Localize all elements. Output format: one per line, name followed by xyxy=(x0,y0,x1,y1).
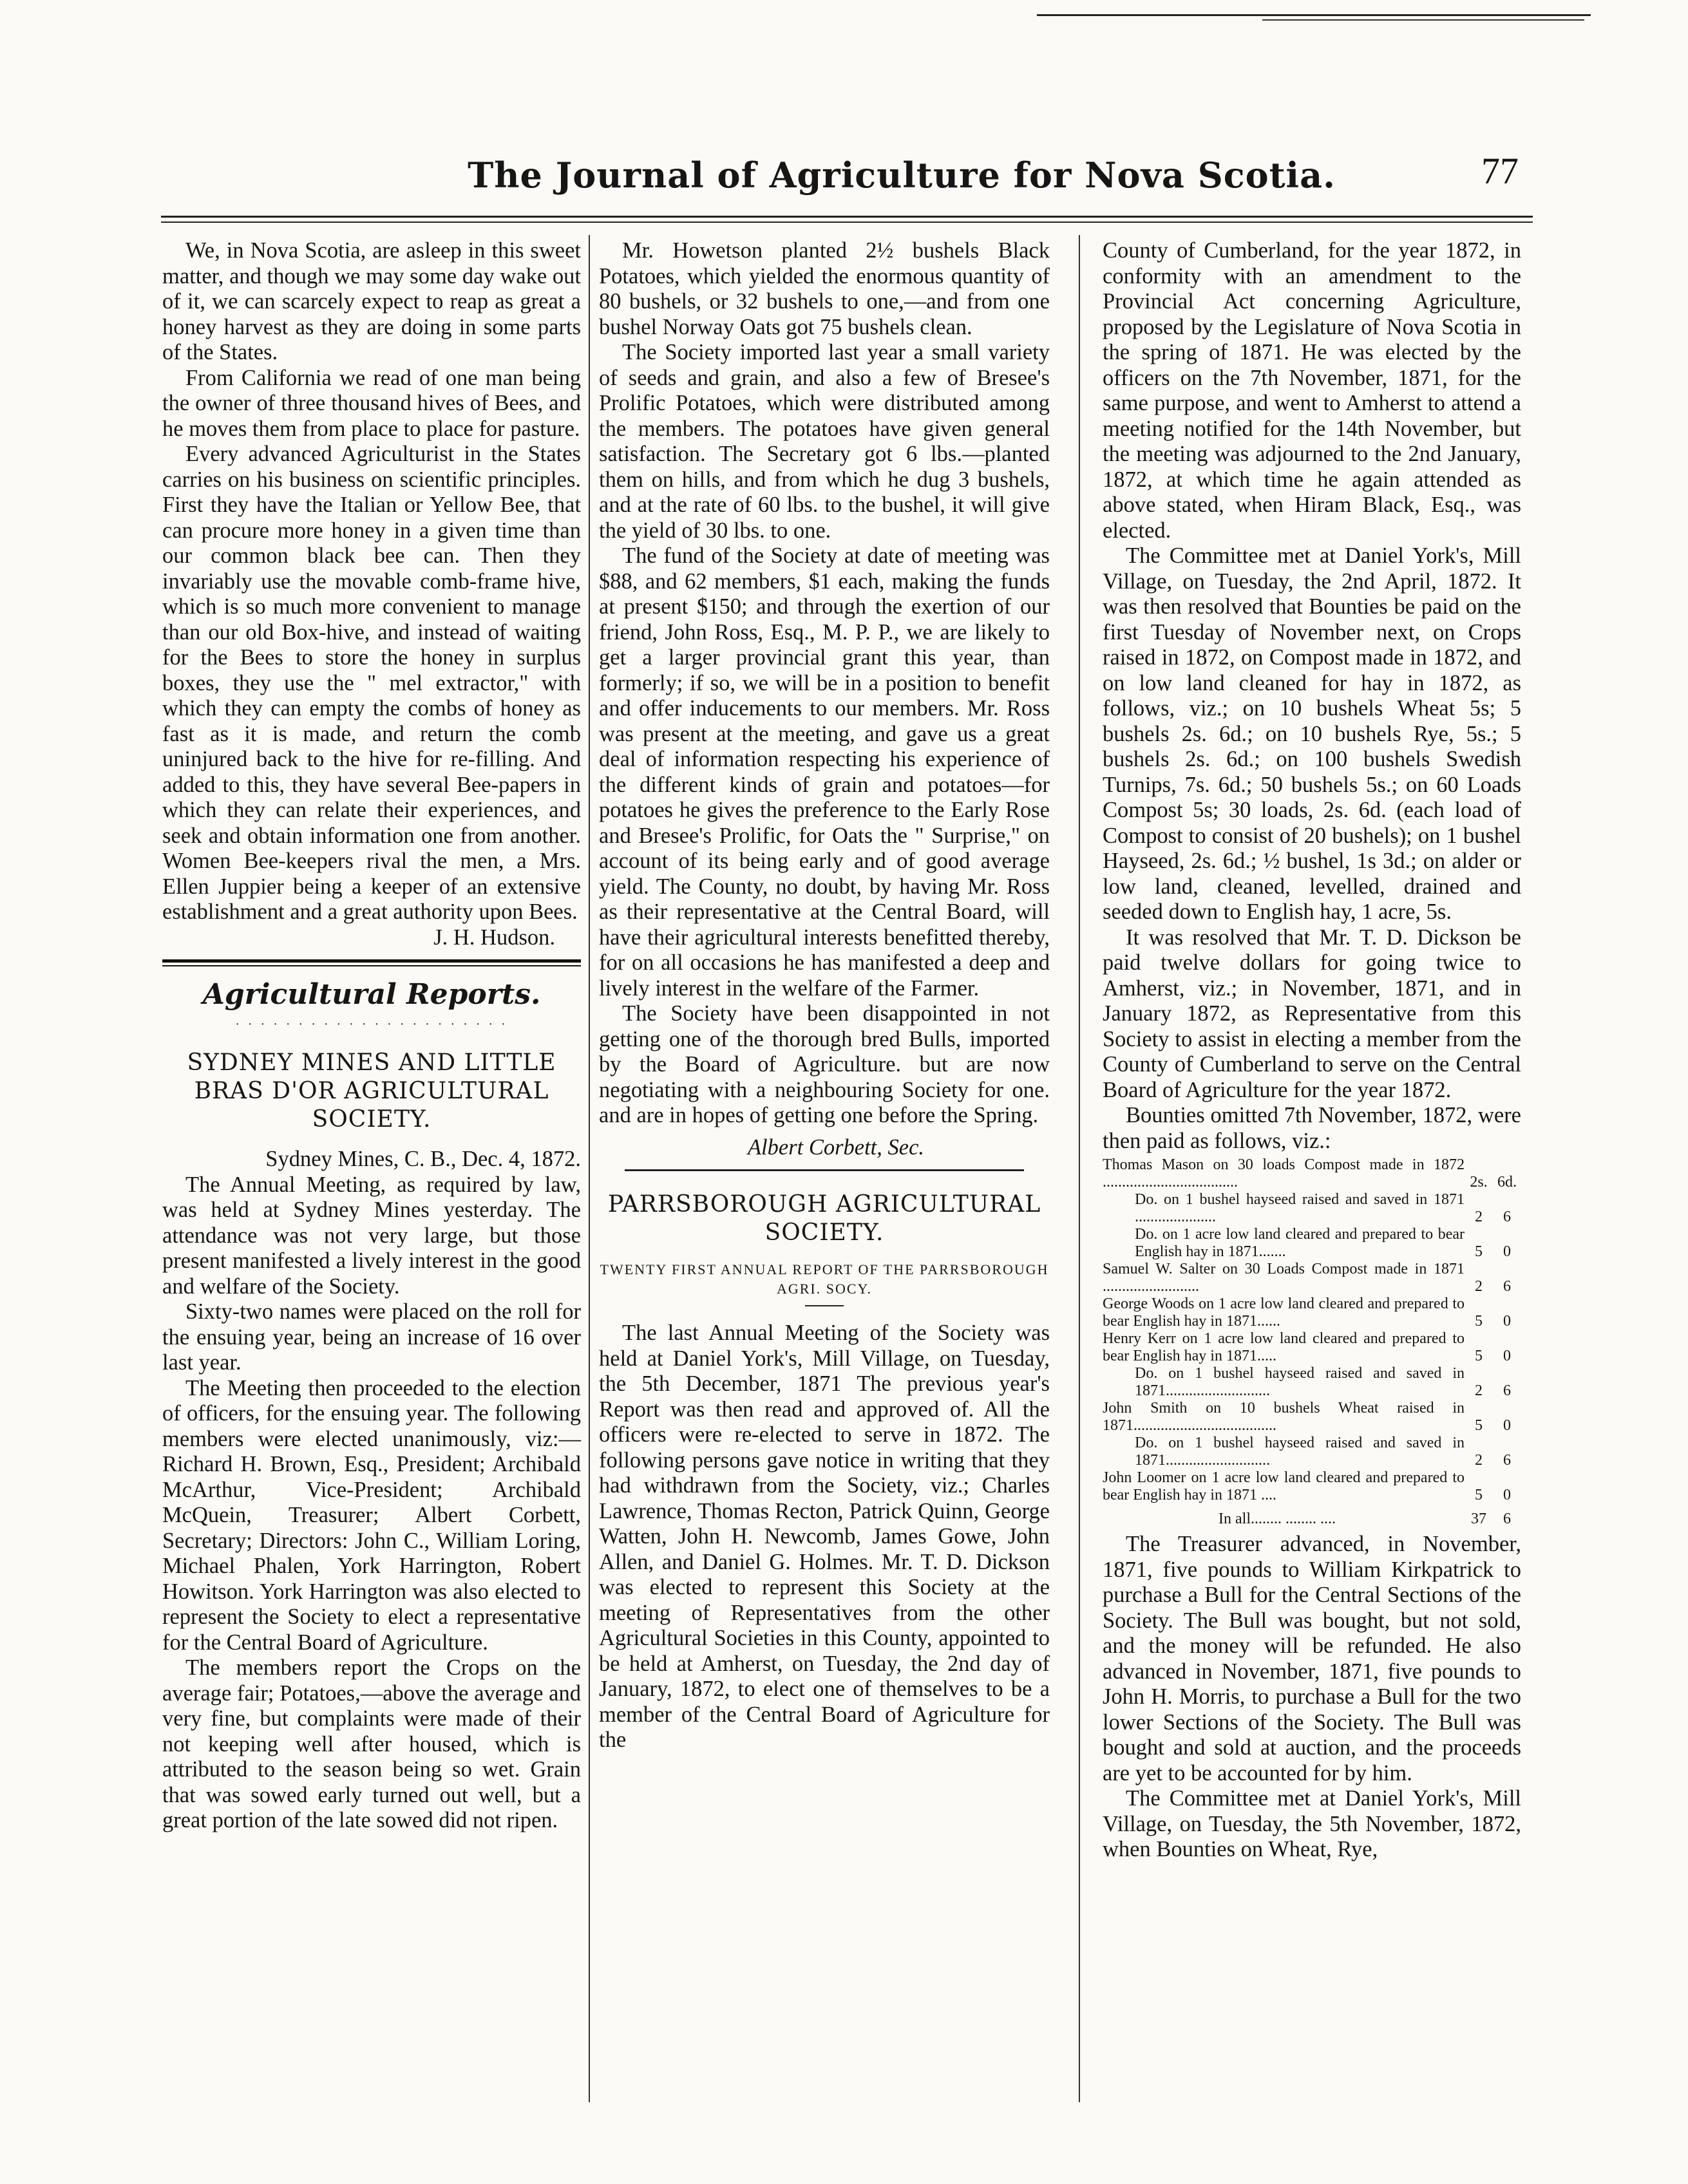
bounty-pence: 6 xyxy=(1503,1452,1511,1469)
bounty-shillings: 5 xyxy=(1475,1243,1483,1260)
table-row xyxy=(1103,1226,1521,1261)
bounty-text: Do. on 1 bushel hayseed raised and saved in 1871........................... xyxy=(1135,1435,1465,1469)
bounty-text: Do. on 1 bushel hayseed raised and saved in 1871 ..................... xyxy=(1135,1191,1465,1225)
bounty-shillings: 2 xyxy=(1475,1382,1483,1399)
section-title: Agricultural Reports. xyxy=(202,978,541,1011)
section-rule-thin xyxy=(162,965,581,966)
top-rule xyxy=(1037,14,1591,16)
bounty-text: Samuel W. Salter on 30 Loads Compost made in 1871 ......................... xyxy=(1103,1261,1465,1295)
dateline: Sydney Mines, C. B., Dec. 4, 1872. xyxy=(265,1147,581,1171)
separator-dash xyxy=(805,1305,844,1306)
running-title: The Journal of Agriculture for Nova Scotia. xyxy=(468,155,1336,196)
bounty-text: Henry Kerr on 1 acre low land cleared and prepared to bear English hay in 1871..... xyxy=(1103,1330,1465,1364)
paragraph: The Treasurer advanced, in November, 1871, five pounds to William Kirkpatrick to purchase a Bull for the Central Sections of the Society. The Bull was bought, but not sold, and the money will be refunded. He also advanced in November, 1871, five pounds to John H. Morris, to purchase a Bull for the two lower Sections of the Society. The Bull was bought and sold at auction, and the proceeds are yet to be accounted for by him. xyxy=(1103,1532,1521,1785)
paragraph: The Committee met at Daniel York's, Mill Village, on Tuesday, the 5th November, 1872, when Bounties on Wheat, Rye, xyxy=(1103,1786,1521,1861)
section-rule xyxy=(162,959,581,963)
column-divider-2 xyxy=(1079,235,1080,2102)
table-row xyxy=(1103,1330,1521,1365)
paragraph: Mr. Howetson planted 2½ bushels Black Potatoes, which yielded the enormous quantity of 80 bushels, or 32 bushels to one,—and from one bushel Norway Oats got 75 bushels clean. xyxy=(599,238,1050,339)
total-pence: 6 xyxy=(1503,1511,1511,1527)
top-rule-short xyxy=(1262,19,1584,21)
bounty-pence: 0 xyxy=(1503,1417,1511,1434)
paragraph: The fund of the Society at date of meeting was $88, and 62 members, $1 each, making the funds at present $150; and through the exertion of our friend, John Ross, Esq., M. P. P., we are likely to get a larger provincial grant this year, than formerly; if so, we will be in a position to benefit and offer inducements to our members. Mr. Ross was present at the meeting, and gave us a great deal of information respecting his experience of the different kinds of grain and potatoes—for potatoes he gives the preference to the Early Rose and Bresee's Prolific, for Oats the " Surprise," on account of its being early and of good average yield. The County, no doubt, by having Mr. Ross as their representative at the Central Board, will have their agricultural interests benefitted thereby, for on all occasions he has manifested a deep and lively interest in the welfare of the Farmer. xyxy=(599,543,1050,1001)
report-subtitle: TWENTY FIRST ANNUAL REPORT OF THE PARRSBOROUGH AGRI. SOCY. xyxy=(600,1261,1049,1297)
bounty-pence: 6d. xyxy=(1497,1174,1517,1191)
bounty-shillings: 2 xyxy=(1475,1209,1483,1225)
paragraph: The Society have been disappointed in not getting one of the thorough bred Bulls, imported by the Board of Agriculture. but are now negotiating with a neighbouring Society for one. and are in hopes of getting one before the Spring. xyxy=(599,1001,1050,1127)
bounty-shillings: 2s. xyxy=(1470,1174,1488,1191)
paragraph: Bounties omitted 7th November, 1872, were then paid as follows, viz.: xyxy=(1103,1103,1521,1153)
column-divider-1 xyxy=(589,235,590,2102)
header-rule-thin xyxy=(161,221,1533,223)
header-rule xyxy=(161,216,1533,218)
bounty-pence: 6 xyxy=(1503,1382,1511,1399)
total-label: In all........ ........ .... xyxy=(1219,1511,1336,1527)
total-row xyxy=(1103,1504,1521,1528)
bounty-pence: 0 xyxy=(1503,1243,1511,1260)
paragraph: County of Cumberland, for the year 1872, in conformity with an amendment to the Provincial Act concerning Agriculture, proposed by the Legislature of Nova Scotia in the spring of 1871. He was elected by the officers on the 7th November, 1871, for the same purpose, and went to Amherst to attend a meeting notified for the 14th November, but the meeting was adjourned to the 2nd January, 1872, at which time he again attended as above stated, when Hiram Black, Esq., was elected. xyxy=(1103,238,1521,543)
column-2 xyxy=(599,238,1050,1753)
paragraph: The Annual Meeting, as required by law, was held at Sydney Mines yesterday. The attendance was not very large, but those present manifested a lively interest in the good and welfare of the Society. xyxy=(162,1172,581,1299)
bounty-text: Thomas Mason on 30 loads Compost made in 1872 ................................... xyxy=(1103,1156,1465,1191)
table-row xyxy=(1103,1156,1521,1191)
table-row xyxy=(1103,1469,1521,1504)
paragraph: Every advanced Agriculturist in the States carries on his business on scientific principles. First they have the Italian or Yellow Bee, that can procure more honey in a given time than our common black bee can. Then they invariably use the movable comb-frame hive, which is so much more convenient to manage than our old Box-hive, and instead of waiting for the Bees to store the honey in surplus boxes, they use the " mel extractor," with which they can empty the combs of honey as fast as it is made, and return the comb uninjured back to the hive for re-filling. And added to this, they have several Bee-papers in which they can relate their experiences, and seek and obtain information one from another. Women Bee-keepers rival the men, a Mrs. Ellen Juppier being a keeper of an extensive establishment and a great authority upon Bees. xyxy=(162,442,581,924)
bounty-pence: 0 xyxy=(1503,1487,1511,1503)
paragraph: Sixty-two names were placed on the roll for the ensuing year, being an increase of 16 over last year. xyxy=(162,1299,581,1375)
bounty-pence: 0 xyxy=(1503,1313,1511,1330)
table-row xyxy=(1103,1191,1521,1226)
paragraph: The last Annual Meeting of the Society was held at Daniel York's, Mill Village, on Tuesday, the 5th December, 1871 The previous year's Report was then read and approved of. All the officers were re-elected to serve in 1872. The following persons gave notice in writing that they had withdrawn from the Society, viz.; Charles Lawrence, Thomas Recton, Patrick Quinn, George Watten, John H. Newcomb, James Gowe, John Allen, and Daniel G. Holmes. Mr. T. D. Dickson was elected to represent this Society at the meeting of Representatives from the other Agricultural Societies in this County, appointed to be held at Amherst, on Tuesday, the 2nd day of January, 1872, to elect one of themselves to be a member of the Central Board of Agriculture for the xyxy=(599,1321,1050,1752)
paragraph: The Meeting then proceeded to the election of officers, for the ensuing year. The following members were elected unanimously, viz:—Richard H. Brown, Esq., President; Archibald McArthur, Vice-President; Archibald McQuein, Treasurer; Albert Corbett, Secretary; Directors: John C., William Loring, Michael Phalen, York Harrington, Robert Howitson. York Harrington was also elected to represent the Society to elect a representative for the Central Board of Agriculture. xyxy=(162,1375,581,1655)
table-row xyxy=(1103,1295,1521,1330)
bounty-text: John Smith on 10 bushels Wheat raised in 1871..................................... xyxy=(1103,1400,1465,1434)
paragraph: It was resolved that Mr. T. D. Dickson be paid twelve dollars for going twice to Amherst, viz.; in November, 1871, and in January 1872, as Representative from this Society to assist in electing a member from the County of Cumberland to serve on the Central Board of Agriculture for the year 1872. xyxy=(1103,925,1521,1102)
signature: Albert Corbett, Sec. xyxy=(747,1134,925,1160)
table-row xyxy=(1103,1261,1521,1295)
page-number: 77 xyxy=(1481,150,1519,192)
paragraph: We, in Nova Scotia, are asleep in this sweet matter, and though we may some day wake out of it, we can scarcely expect to reap as great a honey harvest as they are doing in some parts of the States. xyxy=(162,238,581,364)
table-row xyxy=(1103,1365,1521,1400)
bounty-pence: 6 xyxy=(1503,1209,1511,1225)
paragraph: The members report the Crops on the average fair; Potatoes,—above the average and very fine, but complaints were made of their not keeping well after housed, which is attributed to the season being so wet. Grain that was sowed early turned out well, but a great portion of the late sowed did not ripen. xyxy=(162,1655,581,1832)
bounty-text: George Woods on 1 acre low land cleared and prepared to bear English hay in 1871...... xyxy=(1103,1295,1465,1330)
bounty-shillings: 5 xyxy=(1475,1313,1483,1330)
bounty-pence: 6 xyxy=(1503,1278,1511,1295)
bounty-table xyxy=(1103,1156,1521,1528)
total-shillings: 37 xyxy=(1471,1511,1486,1527)
bounty-text: Do. on 1 bushel hayseed raised and saved in 1871........................... xyxy=(1135,1365,1465,1399)
paragraph: The Society imported last year a small variety of seeds and grain, and also a few of Bresee's Prolific Potatoes, which were distributed among the members. The potatoes have given general satisfaction. The Secretary got 6 lbs.—planted them on hills, and from which he dug 3 bushels, and at the rate of 60 lbs. to the bushel, it will give the yield of 30 lbs. to one. xyxy=(599,340,1050,543)
society-title: SYDNEY MINES AND LITTLE BRAS D'OR AGRICULTURAL SOCIETY. xyxy=(187,1050,556,1133)
paragraph: From California we read of one man being the owner of three thousand hives of Bees, and he moves them from place to place for pasture. xyxy=(162,365,581,441)
bounty-shillings: 5 xyxy=(1475,1417,1483,1434)
bounty-text: John Loomer on 1 acre low land cleared and prepared to bear English hay in 1871 .... xyxy=(1103,1469,1465,1503)
bounty-shillings: 5 xyxy=(1475,1487,1483,1503)
bounty-shillings: 5 xyxy=(1475,1348,1483,1364)
column-1 xyxy=(162,238,581,1834)
signature: J. H. Hudson. xyxy=(433,925,555,950)
society-title: PARRSBOROUGH AGRICULTURAL SOCIETY. xyxy=(607,1191,1041,1246)
table-row xyxy=(1103,1400,1521,1435)
bounty-pence: 0 xyxy=(1503,1348,1511,1364)
bounty-shillings: 2 xyxy=(1475,1452,1483,1469)
table-row xyxy=(1103,1435,1521,1469)
section-rule xyxy=(625,1169,1024,1171)
bounty-shillings: 2 xyxy=(1475,1278,1483,1295)
bounty-text: Do. on 1 acre low land cleared and prepared to bear English hay in 1871....... xyxy=(1135,1226,1465,1260)
ornamental-dots: · · · · · · · · · · · · · · · · · · · · · · xyxy=(235,1017,508,1031)
column-3 xyxy=(1103,238,1521,1863)
paragraph: The Committee met at Daniel York's, Mill Village, on Tuesday, the 2nd April, 1872. It was then resolved that Bounties be paid on the first Tuesday of November next, on Crops raised in 1872, on Compost made in 1872, and on low land cleaned for hay in 1872, as follows, viz.; on 10 bushels Wheat 5s; 5 bushels 2s. 6d.; on 10 bushels Rye, 5s.; 5 bushels 2s. 6d.; on 100 bushels Swedish Turnips, 7s. 6d.; 50 bushels 5s.; on 60 Loads Compost 5s; 30 loads, 2s. 6d. (each load of Compost to consist of 20 bushels); on 1 bushel Hayseed, 2s. 6d.; ½ bushel, 1s 3d.; on alder or low land, cleaned, levelled, drained and seeded down to English hay, 1 acre, 5s. xyxy=(1103,543,1521,924)
